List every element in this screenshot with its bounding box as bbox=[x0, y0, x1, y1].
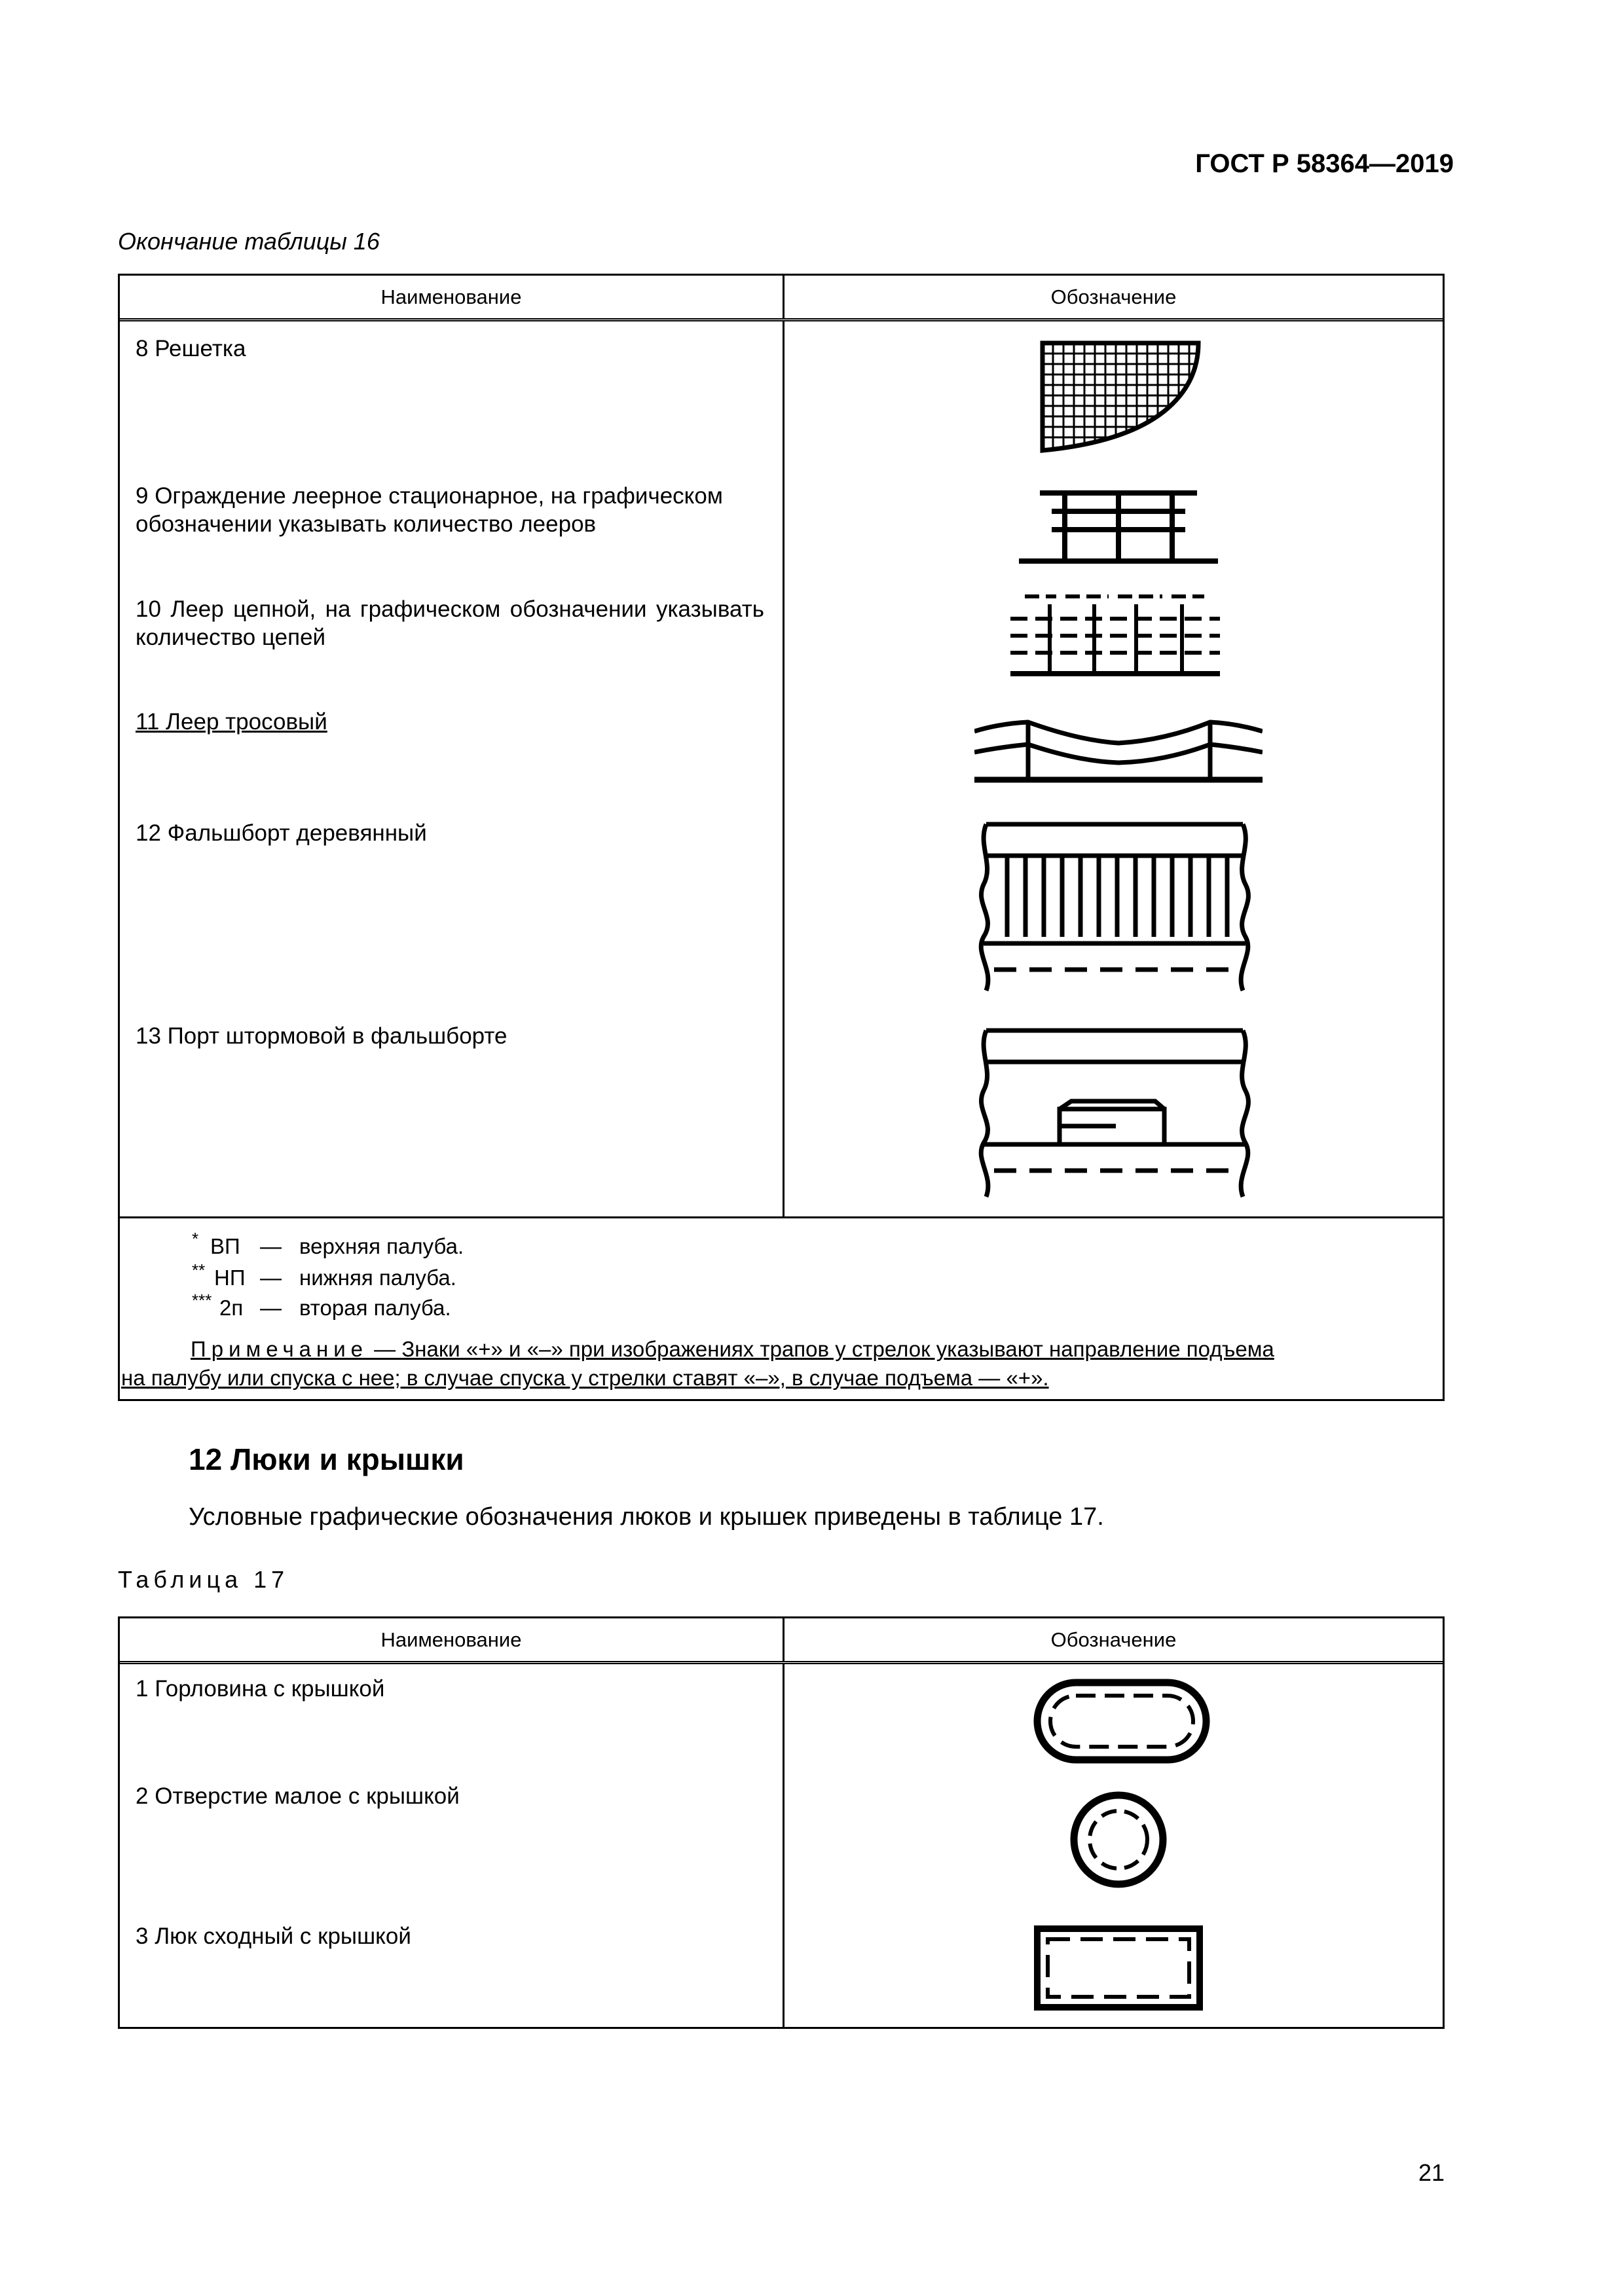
table-row-label: 11 Леер тросовый bbox=[136, 709, 327, 735]
footnote-text: верхняя палуба. bbox=[299, 1234, 464, 1258]
footnote-dash: — bbox=[260, 1296, 282, 1320]
table16-col-symbol-header: Обозначение bbox=[783, 276, 1443, 318]
chain-rail-symbol bbox=[1010, 590, 1220, 682]
table16-notes bbox=[120, 1216, 1443, 1400]
note-text-line2: на палубу или спуска с нее; в случае спуска у стрелки ставят «–», в случае подъема — «+». bbox=[121, 1366, 1049, 1390]
footnote-text: вторая палуба. bbox=[299, 1296, 451, 1320]
table16-caption: Окончание таблицы 16 bbox=[118, 228, 380, 255]
section-paragraph: Условные графические обозначения люков и крышек приведены в таблице 17. bbox=[189, 1503, 1104, 1531]
footnote-mark: * bbox=[192, 1229, 199, 1248]
note-text-line1: — Знаки «+» и «–» при изображениях трапов у стрелок указывают направление подъема bbox=[368, 1337, 1274, 1361]
table-row-label: 9 Ограждение леерное стационарное, на графическом обозначении указывать количество лееров bbox=[136, 483, 723, 537]
page-number: 21 bbox=[1418, 2159, 1445, 2186]
table17-symbol-column bbox=[783, 1664, 1443, 2027]
footnote-abbr: 2п bbox=[219, 1296, 244, 1320]
footnote-mark: ** bbox=[192, 1260, 206, 1280]
note-label: Примечание bbox=[191, 1337, 369, 1361]
companion-hatch-with-cover-symbol bbox=[1033, 1925, 1204, 2011]
table16-note bbox=[120, 1335, 1441, 1364]
table-row-label: 13 Порт штормовой в фальшборте bbox=[136, 1023, 507, 1049]
manhole-with-cover-symbol bbox=[1033, 1679, 1210, 1764]
table17-name-column bbox=[120, 1664, 783, 2027]
fixed-railing-symbol bbox=[1014, 485, 1223, 570]
table-row-label: 8 Решетка bbox=[136, 336, 246, 361]
small-opening-with-cover-symbol bbox=[1069, 1791, 1168, 1889]
table16-symbol-column bbox=[783, 321, 1443, 1216]
table16-body bbox=[120, 321, 1443, 1216]
table17-body bbox=[120, 1664, 1443, 2027]
freeing-port-symbol bbox=[974, 1025, 1263, 1202]
wire-rope-rail-symbol bbox=[974, 714, 1263, 793]
table-17 bbox=[118, 1616, 1445, 2029]
table-16 bbox=[118, 274, 1445, 1401]
table-row-label: 10 Леер цепной, на графическом обозначении указывать количество цепей bbox=[136, 596, 764, 650]
table-row-label: 12 Фальшборт деревянный bbox=[136, 820, 427, 846]
footnote-mark: *** bbox=[192, 1290, 212, 1310]
table-row-label: 2 Отверстие малое с крышкой bbox=[136, 1783, 460, 1809]
table17-col-name-header: Наименование bbox=[380, 1628, 522, 1651]
footnote-dash: — bbox=[260, 1234, 282, 1258]
section-title: 12 Люки и крышки bbox=[189, 1442, 464, 1476]
table17-col-symbol-header: Обозначение bbox=[783, 1618, 1443, 1661]
table16-header-row bbox=[120, 276, 1443, 321]
table16-name-column bbox=[120, 321, 783, 1216]
table-row-label: 1 Горловина с крышкой bbox=[136, 1676, 385, 1702]
wooden-bulwark-symbol bbox=[974, 819, 1263, 996]
footnote-text: нижняя палуба. bbox=[299, 1266, 456, 1290]
table17-caption: Таблица 17 bbox=[118, 1566, 289, 1593]
grating-symbol bbox=[1033, 338, 1217, 456]
table17-header-row bbox=[120, 1618, 1443, 1664]
table-row-label: 3 Люк сходный с крышкой bbox=[136, 1923, 411, 1949]
footnote-dash: — bbox=[260, 1266, 282, 1290]
footnote-abbr: НП bbox=[214, 1266, 246, 1290]
document-code: ГОСТ Р 58364—2019 bbox=[1195, 149, 1454, 178]
footnote-abbr: ВП bbox=[210, 1234, 240, 1258]
table16-col-name-header: Наименование bbox=[380, 285, 522, 308]
